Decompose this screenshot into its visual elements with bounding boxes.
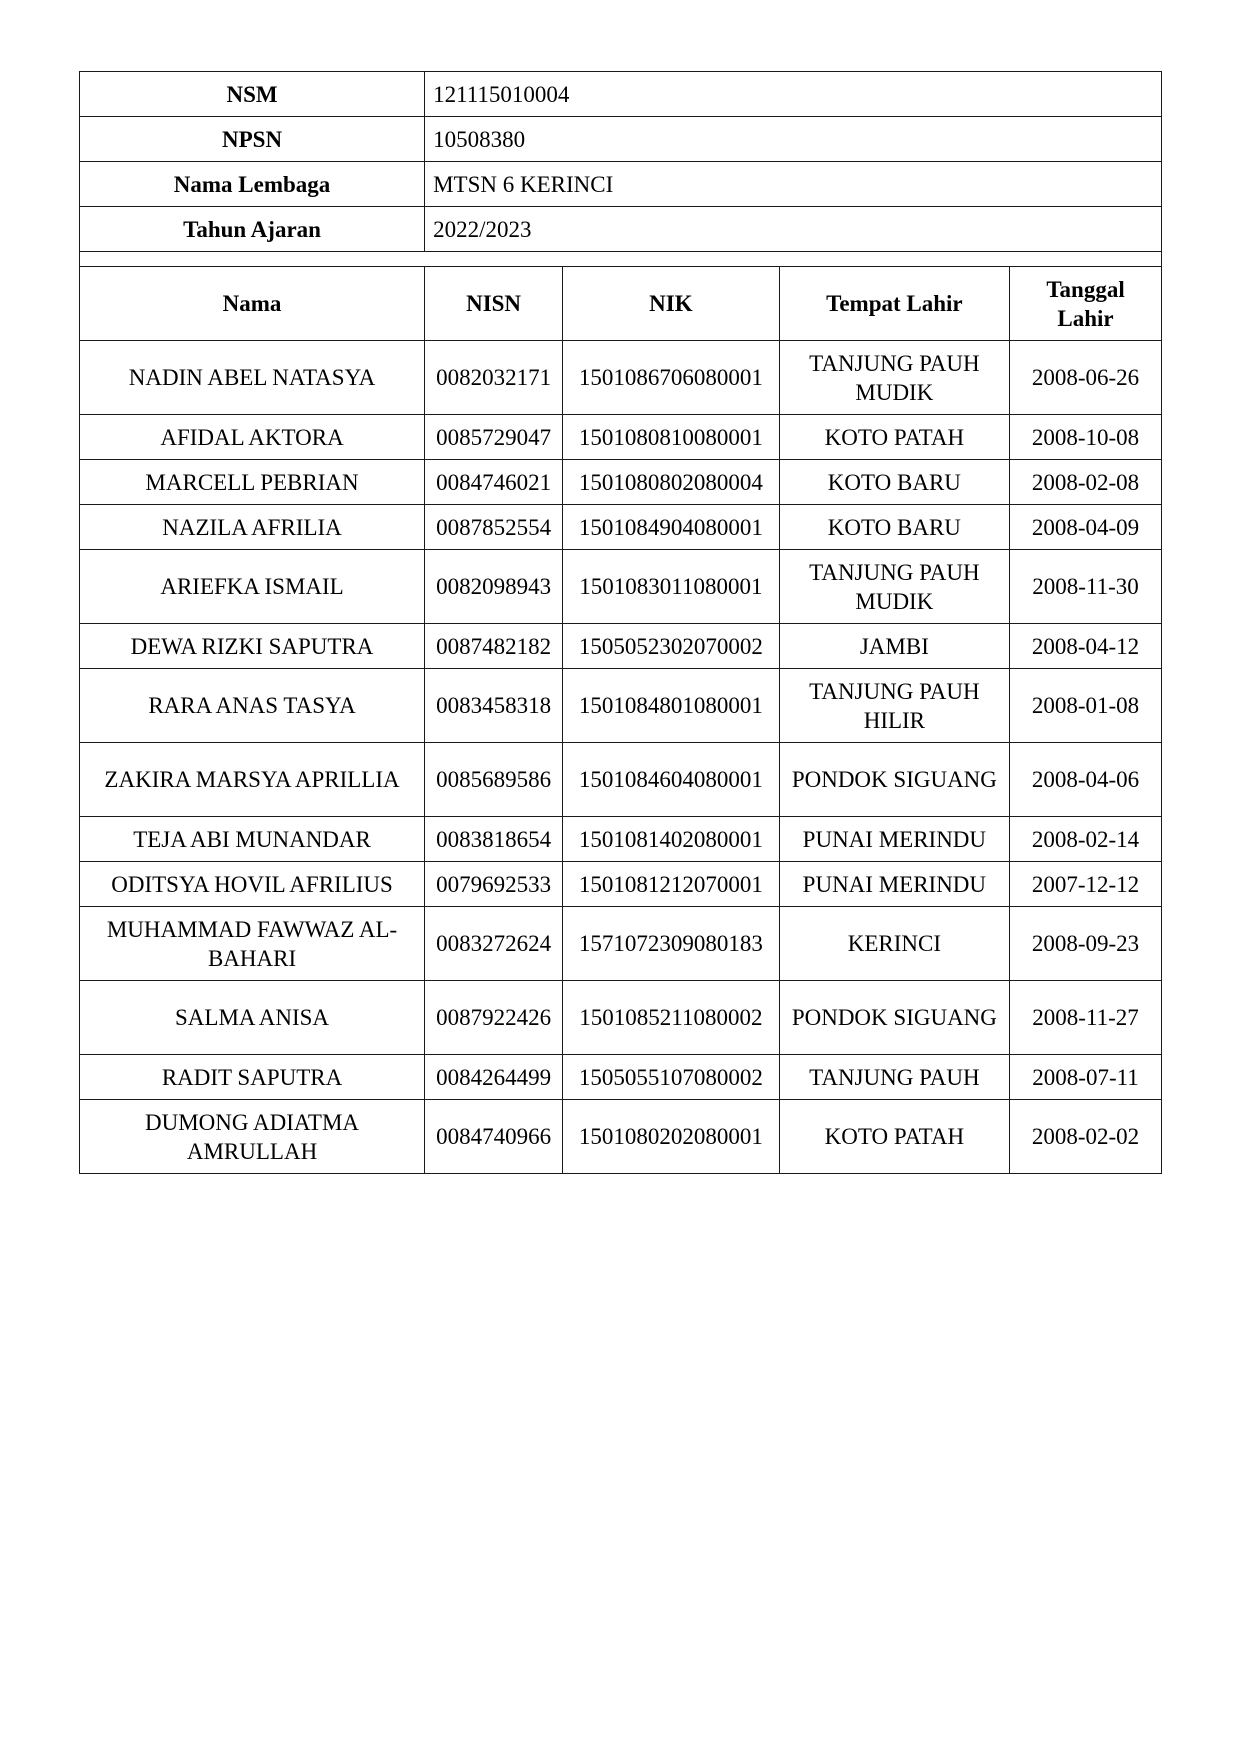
cell-nisn: 0082032171 bbox=[425, 341, 563, 415]
cell-tempat-lahir: JAMBI bbox=[779, 624, 1009, 669]
cell-nik: 1571072309080183 bbox=[563, 907, 780, 981]
info-label: NSM bbox=[80, 72, 425, 117]
info-label: NPSN bbox=[80, 117, 425, 162]
cell-nisn: 0087482182 bbox=[425, 624, 563, 669]
cell-nisn: 0085689586 bbox=[425, 743, 563, 817]
cell-nisn: 0083458318 bbox=[425, 669, 563, 743]
column-header-row bbox=[80, 267, 1162, 341]
cell-nama: RADIT SAPUTRA bbox=[80, 1055, 425, 1100]
cell-nama: ARIEFKA ISMAIL bbox=[80, 550, 425, 624]
cell-nik: 1501083011080001 bbox=[563, 550, 780, 624]
table-row bbox=[80, 460, 1162, 505]
cell-tanggal-lahir: 2007-12-12 bbox=[1010, 862, 1162, 907]
cell-nama: ZAKIRA MARSYA APRILLIA bbox=[80, 743, 425, 817]
cell-tempat-lahir: TANJUNG PAUH MUDIK bbox=[779, 341, 1009, 415]
cell-tanggal-lahir: 2008-02-08 bbox=[1010, 460, 1162, 505]
table-row bbox=[80, 907, 1162, 981]
info-value: 10508380 bbox=[425, 117, 1162, 162]
cell-nik: 1501081402080001 bbox=[563, 817, 780, 862]
table-row bbox=[80, 341, 1162, 415]
cell-tanggal-lahir: 2008-01-08 bbox=[1010, 669, 1162, 743]
cell-tempat-lahir: PUNAI MERINDU bbox=[779, 817, 1009, 862]
cell-tanggal-lahir: 2008-02-02 bbox=[1010, 1100, 1162, 1174]
table-row bbox=[80, 505, 1162, 550]
info-row-tahun-ajaran bbox=[80, 207, 1162, 252]
cell-nik: 1501084801080001 bbox=[563, 669, 780, 743]
column-header-nama: Nama bbox=[80, 267, 425, 341]
cell-nik: 1501086706080001 bbox=[563, 341, 780, 415]
cell-nik: 1501084904080001 bbox=[563, 505, 780, 550]
cell-tanggal-lahir: 2008-02-14 bbox=[1010, 817, 1162, 862]
cell-tempat-lahir: PONDOK SIGUANG bbox=[779, 981, 1009, 1055]
cell-nik: 1501085211080002 bbox=[563, 981, 780, 1055]
table-row bbox=[80, 862, 1162, 907]
cell-nik: 1505052302070002 bbox=[563, 624, 780, 669]
info-row-nama-lembaga bbox=[80, 162, 1162, 207]
cell-nisn: 0082098943 bbox=[425, 550, 563, 624]
cell-tempat-lahir: TANJUNG PAUH bbox=[779, 1055, 1009, 1100]
cell-tanggal-lahir: 2008-09-23 bbox=[1010, 907, 1162, 981]
cell-tanggal-lahir: 2008-07-11 bbox=[1010, 1055, 1162, 1100]
cell-tempat-lahir: TANJUNG PAUH HILIR bbox=[779, 669, 1009, 743]
cell-nisn: 0087922426 bbox=[425, 981, 563, 1055]
cell-tempat-lahir: KOTO BARU bbox=[779, 460, 1009, 505]
cell-tempat-lahir: KOTO PATAH bbox=[779, 415, 1009, 460]
table-row bbox=[80, 817, 1162, 862]
table-row bbox=[80, 1100, 1162, 1174]
info-label: Tahun Ajaran bbox=[80, 207, 425, 252]
cell-nama: NAZILA AFRILIA bbox=[80, 505, 425, 550]
cell-nama: RARA ANAS TASYA bbox=[80, 669, 425, 743]
spacer-row bbox=[80, 252, 1162, 267]
spacer-cell bbox=[80, 252, 1162, 267]
cell-tanggal-lahir: 2008-06-26 bbox=[1010, 341, 1162, 415]
info-value: 2022/2023 bbox=[425, 207, 1162, 252]
info-value: 121115010004 bbox=[425, 72, 1162, 117]
table-row bbox=[80, 415, 1162, 460]
cell-nik: 1501084604080001 bbox=[563, 743, 780, 817]
cell-nama: ODITSYA HOVIL AFRILIUS bbox=[80, 862, 425, 907]
cell-tempat-lahir: KOTO PATAH bbox=[779, 1100, 1009, 1174]
student-rows bbox=[80, 341, 1162, 1174]
column-header-nik: NIK bbox=[563, 267, 780, 341]
cell-nisn: 0085729047 bbox=[425, 415, 563, 460]
student-data-table bbox=[79, 71, 1162, 1174]
cell-nisn: 0083272624 bbox=[425, 907, 563, 981]
info-value: MTSN 6 KERINCI bbox=[425, 162, 1162, 207]
cell-nisn: 0084746021 bbox=[425, 460, 563, 505]
cell-nama: TEJA ABI MUNANDAR bbox=[80, 817, 425, 862]
table-row bbox=[80, 624, 1162, 669]
cell-tanggal-lahir: 2008-04-09 bbox=[1010, 505, 1162, 550]
cell-nik: 1505055107080002 bbox=[563, 1055, 780, 1100]
cell-nik: 1501081212070001 bbox=[563, 862, 780, 907]
cell-tempat-lahir: KOTO BARU bbox=[779, 505, 1009, 550]
info-label: Nama Lembaga bbox=[80, 162, 425, 207]
cell-nama: DUMONG ADIATMA AMRULLAH bbox=[80, 1100, 425, 1174]
column-header-nisn: NISN bbox=[425, 267, 563, 341]
cell-tanggal-lahir: 2008-04-12 bbox=[1010, 624, 1162, 669]
cell-tanggal-lahir: 2008-11-30 bbox=[1010, 550, 1162, 624]
cell-nik: 1501080202080001 bbox=[563, 1100, 780, 1174]
cell-tempat-lahir: PUNAI MERINDU bbox=[779, 862, 1009, 907]
cell-nisn: 0079692533 bbox=[425, 862, 563, 907]
cell-nisn: 0087852554 bbox=[425, 505, 563, 550]
cell-nama: NADIN ABEL NATASYA bbox=[80, 341, 425, 415]
cell-nisn: 0084740966 bbox=[425, 1100, 563, 1174]
table-row bbox=[80, 669, 1162, 743]
table-row bbox=[80, 981, 1162, 1055]
cell-nik: 1501080802080004 bbox=[563, 460, 780, 505]
cell-nisn: 0083818654 bbox=[425, 817, 563, 862]
cell-nisn: 0084264499 bbox=[425, 1055, 563, 1100]
info-row-npsn bbox=[80, 117, 1162, 162]
info-row-nsm bbox=[80, 72, 1162, 117]
column-header-tanggal-lahir: Tanggal Lahir bbox=[1010, 267, 1162, 341]
cell-nama: DEWA RIZKI SAPUTRA bbox=[80, 624, 425, 669]
table-row bbox=[80, 550, 1162, 624]
column-header-tempat-lahir: Tempat Lahir bbox=[779, 267, 1009, 341]
cell-nik: 1501080810080001 bbox=[563, 415, 780, 460]
table-row bbox=[80, 1055, 1162, 1100]
cell-tempat-lahir: TANJUNG PAUH MUDIK bbox=[779, 550, 1009, 624]
cell-tanggal-lahir: 2008-10-08 bbox=[1010, 415, 1162, 460]
cell-tanggal-lahir: 2008-04-06 bbox=[1010, 743, 1162, 817]
cell-tempat-lahir: PONDOK SIGUANG bbox=[779, 743, 1009, 817]
cell-tempat-lahir: KERINCI bbox=[779, 907, 1009, 981]
cell-nama: MUHAMMAD FAWWAZ AL-BAHARI bbox=[80, 907, 425, 981]
cell-nama: MARCELL PEBRIAN bbox=[80, 460, 425, 505]
cell-nama: AFIDAL AKTORA bbox=[80, 415, 425, 460]
cell-nama: SALMA ANISA bbox=[80, 981, 425, 1055]
table-row bbox=[80, 743, 1162, 817]
cell-tanggal-lahir: 2008-11-27 bbox=[1010, 981, 1162, 1055]
